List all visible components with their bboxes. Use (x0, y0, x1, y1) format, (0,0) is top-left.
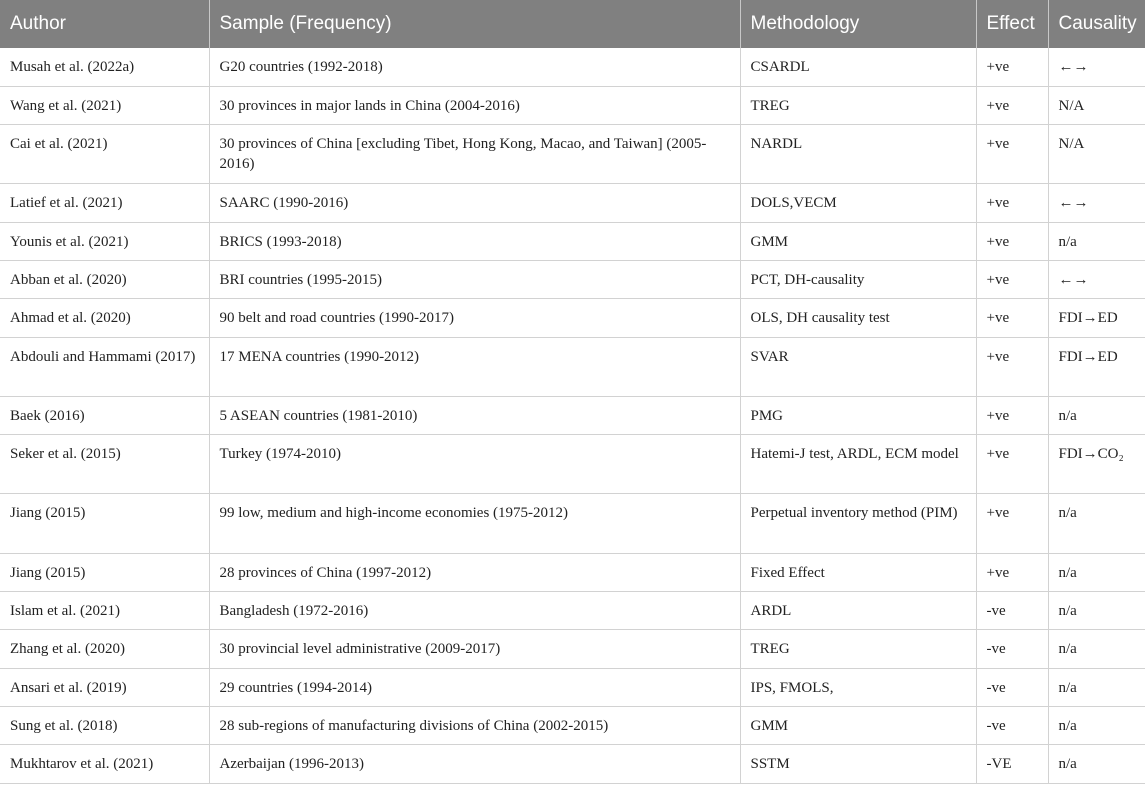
table-row (0, 592, 1145, 630)
cell-author: Mukhtarov et al. (2021) (0, 745, 209, 783)
cell-effect: -ve (976, 592, 1048, 630)
cell-causality: ←→ (1048, 184, 1145, 222)
cell-causality: n/a (1048, 668, 1145, 706)
cell-methodology: OLS, DH causality test (740, 299, 976, 337)
table-row (0, 337, 1145, 396)
cell-author: Ansari et al. (2019) (0, 668, 209, 706)
cell-causality: FDI→ED (1048, 337, 1145, 396)
cell-sample: 90 belt and road countries (1990-2017) (209, 299, 740, 337)
cell-causality: N/A (1048, 125, 1145, 184)
cell-effect: +ve (976, 435, 1048, 494)
cell-methodology: SVAR (740, 337, 976, 396)
table-row (0, 396, 1145, 434)
header-row (0, 0, 1145, 48)
cell-causality: N/A (1048, 86, 1145, 124)
header-methodology: Methodology (740, 0, 976, 48)
cell-causality: n/a (1048, 706, 1145, 744)
cell-methodology: TREG (740, 630, 976, 668)
cell-methodology: DOLS,VECM (740, 184, 976, 222)
cell-effect: +ve (976, 396, 1048, 434)
header-sample: Sample (Frequency) (209, 0, 740, 48)
cell-sample: 17 MENA countries (1990-2012) (209, 337, 740, 396)
table-row (0, 86, 1145, 124)
table-row (0, 706, 1145, 744)
cell-methodology: TREG (740, 86, 976, 124)
header-author: Author (0, 0, 209, 48)
table-row (0, 222, 1145, 260)
cell-causality: ←→ (1048, 48, 1145, 86)
cell-causality: n/a (1048, 630, 1145, 668)
table-row (0, 260, 1145, 298)
cell-effect: +ve (976, 125, 1048, 184)
cell-effect: +ve (976, 184, 1048, 222)
cell-methodology: PMG (740, 396, 976, 434)
cell-sample: Bangladesh (1972-2016) (209, 592, 740, 630)
cell-author: Jiang (2015) (0, 494, 209, 553)
cell-effect: +ve (976, 337, 1048, 396)
cell-sample: BRICS (1993-2018) (209, 222, 740, 260)
table-row (0, 435, 1145, 494)
header-causality: Causality (1048, 0, 1145, 48)
cell-methodology: Perpetual inventory method (PIM) (740, 494, 976, 553)
cell-effect: +ve (976, 222, 1048, 260)
cell-author: Cai et al. (2021) (0, 125, 209, 184)
cell-sample: Azerbaijan (1996-2013) (209, 745, 740, 783)
cell-effect: -ve (976, 706, 1048, 744)
cell-methodology: ARDL (740, 592, 976, 630)
cell-author: Baek (2016) (0, 396, 209, 434)
table-body (0, 48, 1145, 783)
cell-causality: n/a (1048, 553, 1145, 591)
cell-effect: +ve (976, 48, 1048, 86)
cell-effect: -ve (976, 630, 1048, 668)
cell-author: Wang et al. (2021) (0, 86, 209, 124)
table-row (0, 745, 1145, 783)
cell-sample: 29 countries (1994-2014) (209, 668, 740, 706)
cell-effect: +ve (976, 260, 1048, 298)
cell-causality: n/a (1048, 592, 1145, 630)
table-row (0, 48, 1145, 86)
cell-sample: 5 ASEAN countries (1981-2010) (209, 396, 740, 434)
cell-causality: n/a (1048, 494, 1145, 553)
cell-causality: ←→ (1048, 260, 1145, 298)
cell-methodology: GMM (740, 706, 976, 744)
cell-sample: 28 provinces of China (1997-2012) (209, 553, 740, 591)
cell-author: Younis et al. (2021) (0, 222, 209, 260)
cell-effect: +ve (976, 553, 1048, 591)
cell-methodology: PCT, DH-causality (740, 260, 976, 298)
header-effect: Effect (976, 0, 1048, 48)
cell-author: Islam et al. (2021) (0, 592, 209, 630)
cell-sample: G20 countries (1992-2018) (209, 48, 740, 86)
cell-sample: 99 low, medium and high-income economies (1975-2012) (209, 494, 740, 553)
cell-author: Latief et al. (2021) (0, 184, 209, 222)
cell-sample: Turkey (1974-2010) (209, 435, 740, 494)
cell-author: Jiang (2015) (0, 553, 209, 591)
cell-author: Abban et al. (2020) (0, 260, 209, 298)
cell-author: Musah et al. (2022a) (0, 48, 209, 86)
cell-author: Seker et al. (2015) (0, 435, 209, 494)
cell-causality: FDI→ED (1048, 299, 1145, 337)
table-row (0, 668, 1145, 706)
cell-methodology: SSTM (740, 745, 976, 783)
cell-author: Ahmad et al. (2020) (0, 299, 209, 337)
cell-causality: n/a (1048, 745, 1145, 783)
cell-methodology: GMM (740, 222, 976, 260)
cell-sample: 30 provincial level administrative (2009-2017) (209, 630, 740, 668)
table-row (0, 630, 1145, 668)
table-header (0, 0, 1145, 48)
cell-sample: BRI countries (1995-2015) (209, 260, 740, 298)
cell-causality: n/a (1048, 222, 1145, 260)
table-row (0, 184, 1145, 222)
cell-methodology: CSARDL (740, 48, 976, 86)
table-row (0, 494, 1145, 553)
cell-sample: 28 sub-regions of manufacturing divisions of China (2002-2015) (209, 706, 740, 744)
table-row (0, 553, 1145, 591)
cell-sample: 30 provinces of China [excluding Tibet, Hong Kong, Macao, and Taiwan] (2005-2016) (209, 125, 740, 184)
cell-effect: +ve (976, 299, 1048, 337)
table-row (0, 125, 1145, 184)
cell-author: Zhang et al. (2020) (0, 630, 209, 668)
cell-author: Sung et al. (2018) (0, 706, 209, 744)
cell-effect: +ve (976, 494, 1048, 553)
cell-methodology: NARDL (740, 125, 976, 184)
cell-methodology: IPS, FMOLS, (740, 668, 976, 706)
cell-effect: +ve (976, 86, 1048, 124)
cell-methodology: Hatemi-J test, ARDL, ECM model (740, 435, 976, 494)
cell-effect: -VE (976, 745, 1048, 783)
cell-effect: -ve (976, 668, 1048, 706)
cell-sample: SAARC (1990-2016) (209, 184, 740, 222)
cell-author: Abdouli and Hammami (2017) (0, 337, 209, 396)
cell-sample: 30 provinces in major lands in China (2004-2016) (209, 86, 740, 124)
cell-causality: FDI→CO₂ (1048, 435, 1145, 494)
cell-methodology: Fixed Effect (740, 553, 976, 591)
table-row (0, 299, 1145, 337)
cell-causality: n/a (1048, 396, 1145, 434)
